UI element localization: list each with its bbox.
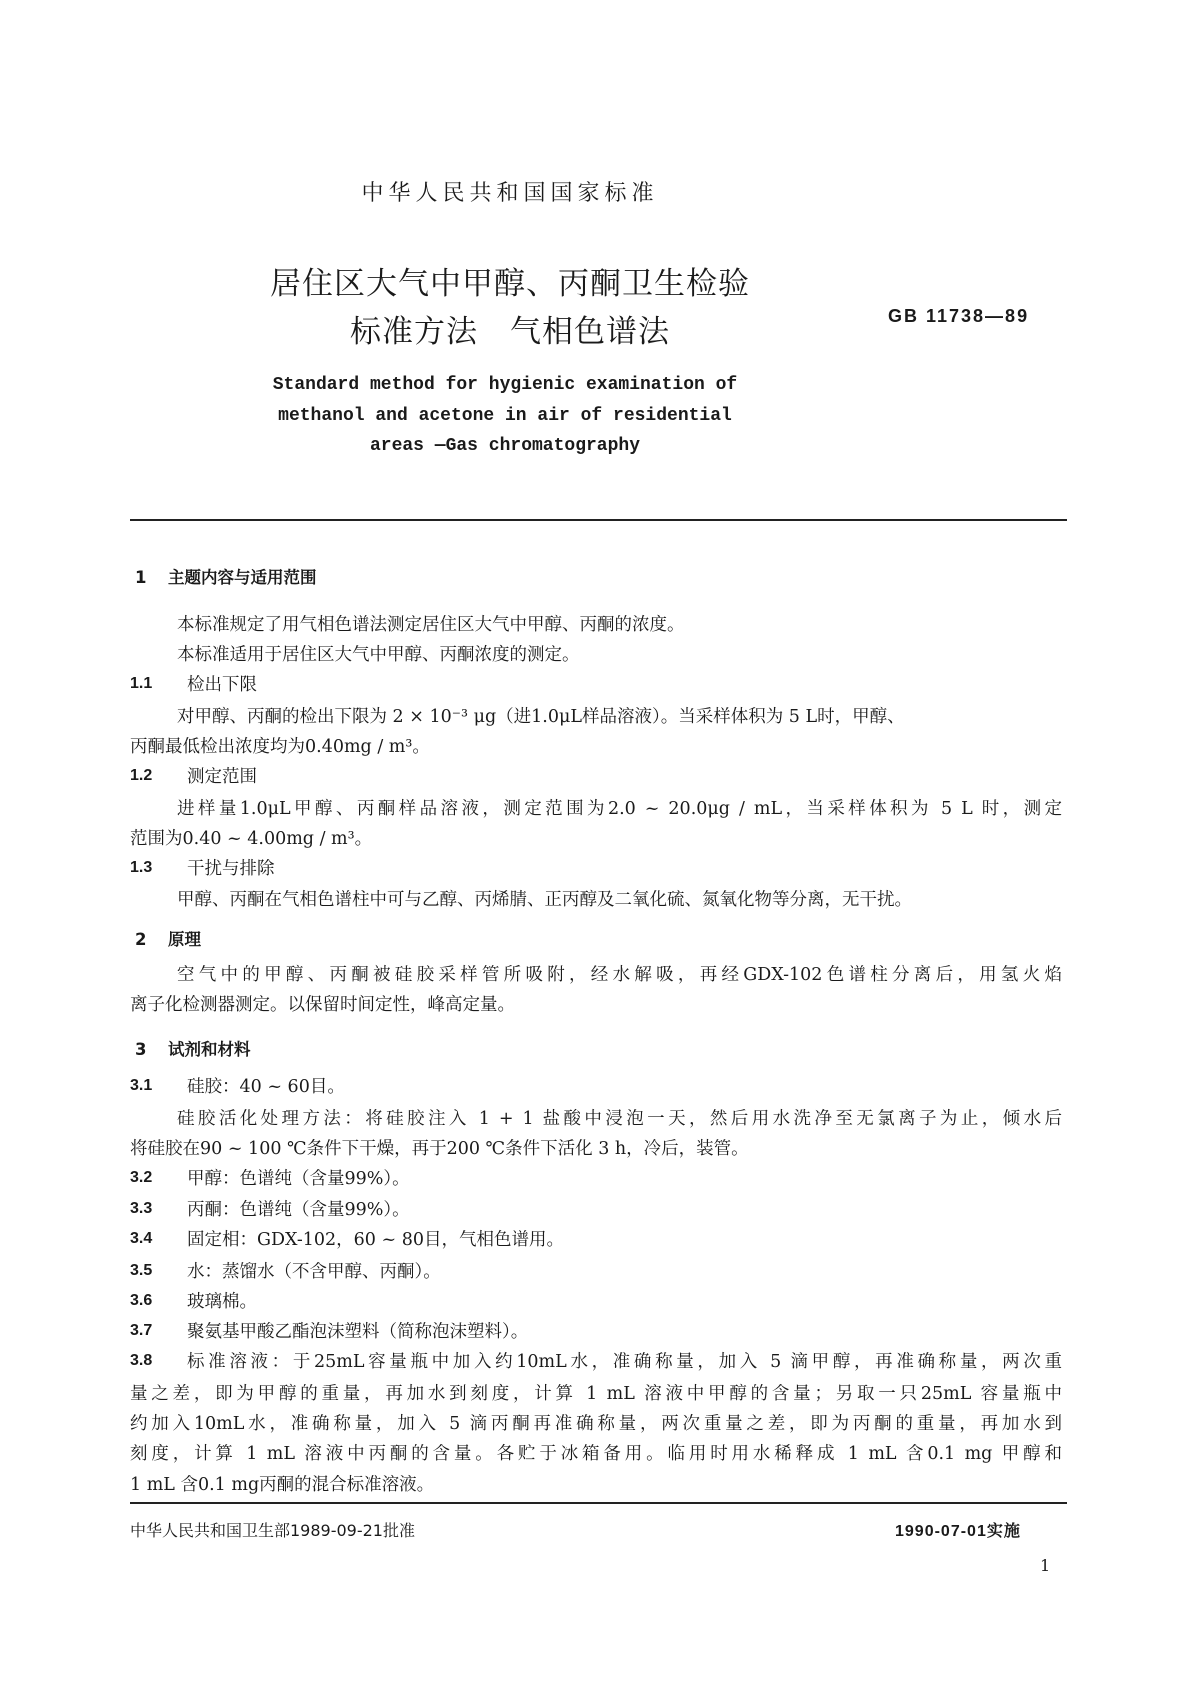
clause-text: 检出下限 bbox=[187, 675, 257, 695]
clause-text: 水：蒸馏水（不含甲醇、丙酮）。 bbox=[187, 1262, 441, 1282]
clause-number: 3 bbox=[135, 1040, 147, 1059]
clause-text: 测定范围 bbox=[187, 767, 257, 787]
clause-number: 2 bbox=[135, 930, 147, 949]
paragraph-line: 本标准适用于居住区大气中甲醇、丙酮浓度的测定。 bbox=[177, 645, 580, 665]
clause-text: 干扰与排除 bbox=[187, 859, 275, 879]
clause-text: 硅胶：40 ~ 60目。 bbox=[187, 1077, 345, 1097]
english-title-line-1: Standard method for hygienic examination of bbox=[272, 375, 738, 395]
clause-text: 甲醇：色谱纯（含量99%）。 bbox=[187, 1169, 410, 1189]
clause-number: 3.2 bbox=[130, 1169, 153, 1186]
paragraph-line: 空气中的甲醇、丙酮被硅胶采样管所吸附，经水解吸，再经GDX-102色谱柱分离后，用氢火焰 bbox=[177, 965, 1062, 985]
clause-number: 3.3 bbox=[130, 1200, 153, 1217]
title-line-2: 标准方法 气相色谱法 bbox=[350, 314, 670, 350]
paragraph-line: 刻度，计算 1 mL 溶液中丙酮的含量。各贮于冰箱备用。临用时用水稀释成 1 mL 含0.1 mg 甲醇和 bbox=[130, 1444, 1062, 1464]
paragraph-line: 将硅胶在90 ~ 100 ℃条件下干燥，再于200 ℃条件下活化 3 h，冷后，装管。 bbox=[130, 1139, 749, 1159]
paragraph-line: 范围为0.40 ~ 4.00mg / m³。 bbox=[130, 829, 373, 849]
section-heading: 主题内容与适用范围 bbox=[168, 568, 317, 587]
top-divider bbox=[130, 519, 1067, 521]
approval-note: 中华人民共和国卫生部1989-09-21批准 bbox=[130, 1521, 415, 1540]
paragraph-line: 约加入10mL水，准确称量，加入 5 滴丙酮再准确称量，两次重量之差，即为丙酮的重量，再加水到 bbox=[130, 1414, 1062, 1434]
footer-divider bbox=[130, 1502, 1067, 1504]
clause-number: 3.4 bbox=[130, 1230, 153, 1247]
paragraph-line: 丙酮最低检出浓度均为0.40mg / m³。 bbox=[130, 737, 430, 757]
paragraph-line: 离子化检测器测定。以保留时间定性，峰高定量。 bbox=[130, 995, 515, 1015]
clause-text: 丙酮：色谱纯（含量99%）。 bbox=[187, 1200, 410, 1220]
clause-number: 1 bbox=[135, 568, 147, 587]
clause-text: 标准溶液：于25mL容量瓶中加入约10mL水，准确称量，加入 5 滴甲醇，再准确称量，两次重 bbox=[187, 1352, 1062, 1372]
page-number: 1 bbox=[1040, 1556, 1051, 1575]
paragraph-line: 进样量1.0μL甲醇、丙酮样品溶液，测定范围为2.0 ~ 20.0μg / mL，当采样体积为 5 L 时，测定 bbox=[177, 799, 1062, 819]
english-title-line-2: methanol and acetone in air of residential bbox=[278, 406, 732, 426]
document-header: 中华人民共和国国家标准 bbox=[361, 181, 659, 206]
section-heading: 原理 bbox=[168, 930, 201, 949]
paragraph-line: 甲醇、丙酮在气相色谱柱中可与乙醇、丙烯腈、正丙醇及二氧化硫、氮氧化物等分离，无干扰。 bbox=[177, 890, 912, 910]
clause-text: 玻璃棉。 bbox=[187, 1292, 257, 1312]
clause-number: 3.6 bbox=[130, 1292, 153, 1309]
clause-number: 1.2 bbox=[130, 767, 153, 784]
english-title-line-3: areas —Gas chromatography bbox=[369, 436, 641, 456]
paragraph-line: 本标准规定了用气相色谱法测定居住区大气中甲醇、丙酮的浓度。 bbox=[177, 615, 685, 635]
clause-number: 3.7 bbox=[130, 1322, 153, 1339]
clause-number: 3.1 bbox=[130, 1077, 153, 1094]
title-line-1: 居住区大气中甲醇、丙酮卫生检验 bbox=[270, 266, 750, 302]
clause-number: 3.8 bbox=[130, 1352, 153, 1369]
effective-date: 1990-07-01实施 bbox=[895, 1523, 1021, 1540]
clause-number: 1.3 bbox=[130, 859, 153, 876]
paragraph-line: 对甲醇、丙酮的检出下限为 2 × 10⁻³ μg（进1.0μL样品溶液）。当采样体积为 5 L时，甲醇、 bbox=[177, 707, 905, 727]
standard-number: GB 11738—89 bbox=[888, 306, 1030, 326]
paragraph-line: 量之差，即为甲醇的重量，再加水到刻度，计算 1 mL 溶液中甲醇的含量；另取一只25mL 容量瓶中 bbox=[130, 1384, 1062, 1404]
clause-text: 聚氨基甲酸乙酯泡沫塑料（简称泡沫塑料）。 bbox=[187, 1322, 529, 1342]
paragraph-line: 硅胶活化处理方法：将硅胶注入 1 + 1 盐酸中浸泡一天，然后用水洗净至无氯离子为止，倾水后 bbox=[177, 1109, 1062, 1129]
clause-text: 固定相：GDX-102，60 ~ 80目，气相色谱用。 bbox=[187, 1230, 564, 1250]
section-heading: 试剂和材料 bbox=[168, 1040, 251, 1059]
clause-number: 1.1 bbox=[130, 675, 153, 692]
paragraph-line: 1 mL 含0.1 mg丙酮的混合标准溶液。 bbox=[130, 1475, 435, 1495]
clause-number: 3.5 bbox=[130, 1262, 153, 1279]
